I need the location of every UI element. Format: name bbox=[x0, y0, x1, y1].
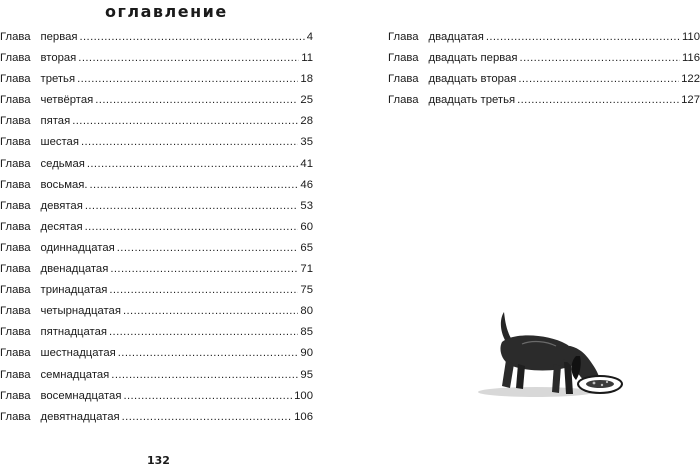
chapter-word: Глава bbox=[0, 305, 31, 318]
page-number: 100 bbox=[294, 389, 313, 402]
chapter-word: Глава bbox=[0, 31, 31, 43]
dot-leader bbox=[123, 305, 298, 317]
toc-entry[interactable] bbox=[0, 158, 313, 179]
dot-leader bbox=[118, 347, 299, 359]
page-number: 65 bbox=[300, 241, 313, 254]
dot-leader bbox=[520, 52, 680, 64]
chapter-name: девятая bbox=[40, 199, 83, 212]
page-number: 116 bbox=[681, 52, 700, 65]
dachshund-eating-icon bbox=[466, 300, 626, 425]
toc-left-column bbox=[0, 31, 313, 432]
chapter-word: Глава bbox=[388, 73, 419, 86]
chapter-name: пятая bbox=[40, 115, 71, 128]
toc-entry[interactable] bbox=[388, 52, 700, 73]
page-number: 85 bbox=[300, 326, 313, 339]
dot-leader bbox=[77, 73, 298, 85]
toc-entry[interactable] bbox=[0, 115, 313, 136]
dot-leader bbox=[78, 52, 299, 64]
dot-leader bbox=[90, 179, 299, 191]
toc-entry[interactable] bbox=[0, 179, 313, 200]
dot-leader bbox=[72, 115, 298, 127]
chapter-word: Глава bbox=[0, 347, 31, 360]
chapter-word: Глава bbox=[388, 94, 419, 107]
chapter-name: двенадцатая bbox=[40, 263, 109, 276]
chapter-word: Глава bbox=[0, 52, 31, 65]
toc-entry[interactable] bbox=[0, 136, 313, 157]
chapter-name: двадцать первая bbox=[428, 52, 518, 65]
page-number: 127 bbox=[681, 94, 700, 107]
toc-entry[interactable] bbox=[0, 200, 313, 221]
page-number: 25 bbox=[300, 94, 313, 107]
toc-entry[interactable] bbox=[0, 242, 313, 263]
chapter-word: Глава bbox=[0, 178, 31, 191]
toc-entry[interactable] bbox=[0, 369, 313, 390]
chapter-name: двадцатая bbox=[428, 31, 484, 43]
dot-leader bbox=[95, 94, 298, 106]
chapter-word: Глава bbox=[0, 410, 31, 423]
dot-leader bbox=[122, 411, 293, 423]
chapter-name: двадцать третья bbox=[428, 94, 516, 107]
toc-right-column bbox=[388, 31, 700, 115]
dot-leader bbox=[87, 158, 299, 170]
dot-leader bbox=[110, 263, 298, 275]
chapter-word: Глава bbox=[0, 241, 31, 254]
dot-leader bbox=[79, 31, 304, 43]
chapter-name: шестнадцатая bbox=[40, 347, 116, 360]
chapter-name: одиннадцатая bbox=[40, 241, 115, 254]
page-number: 106 bbox=[294, 410, 313, 423]
chapter-name: десятая bbox=[40, 220, 83, 233]
chapter-word: Глава bbox=[0, 326, 31, 339]
page-number: 75 bbox=[300, 284, 313, 297]
toc-entry[interactable] bbox=[0, 284, 313, 305]
chapter-name: семнадцатая bbox=[40, 368, 110, 381]
chapter-name: четырнадцатая bbox=[40, 305, 121, 318]
page-number: 60 bbox=[300, 220, 313, 233]
toc-entry[interactable] bbox=[0, 94, 313, 115]
chapter-word: Глава bbox=[0, 73, 31, 86]
dot-leader bbox=[486, 31, 680, 43]
toc-entry[interactable] bbox=[0, 390, 313, 411]
chapter-name: двадцать вторая bbox=[428, 73, 517, 86]
page-number: 11 bbox=[301, 52, 313, 65]
page-title: оглавление bbox=[105, 2, 228, 21]
chapter-word: Глава bbox=[0, 136, 31, 149]
dot-leader bbox=[109, 326, 298, 338]
page-number: 35 bbox=[300, 136, 313, 149]
chapter-word: Глава bbox=[0, 368, 31, 381]
toc-entry[interactable] bbox=[388, 94, 700, 115]
chapter-name: седьмая bbox=[40, 157, 85, 170]
chapter-word: Глава bbox=[0, 389, 31, 402]
dot-leader bbox=[111, 369, 298, 381]
toc-entry[interactable] bbox=[0, 221, 313, 242]
chapter-name: девятнадцатая bbox=[40, 410, 120, 423]
chapter-word: Глава bbox=[0, 220, 31, 233]
dot-leader bbox=[117, 242, 299, 254]
toc-entry[interactable] bbox=[0, 305, 313, 326]
page-number: 90 bbox=[300, 347, 313, 360]
dot-leader bbox=[81, 136, 298, 148]
chapter-name: шестая bbox=[40, 136, 79, 149]
chapter-name: четвёртая bbox=[40, 94, 94, 107]
toc-entry[interactable] bbox=[0, 326, 313, 347]
dot-leader bbox=[109, 284, 298, 296]
page-number: 95 bbox=[300, 368, 313, 381]
page-number: 28 bbox=[300, 115, 313, 128]
page-number: 53 bbox=[300, 199, 313, 212]
page-number: 71 bbox=[300, 263, 313, 276]
toc-entry[interactable] bbox=[0, 347, 313, 368]
toc-entry[interactable] bbox=[0, 31, 313, 52]
chapter-name: восемнадцатая bbox=[40, 389, 122, 402]
toc-entry[interactable] bbox=[388, 31, 700, 52]
chapter-name: вторая bbox=[40, 52, 77, 65]
chapter-name: пятнадцатая bbox=[40, 326, 107, 339]
page-number-footer: 132 bbox=[147, 454, 170, 467]
chapter-word: Глава bbox=[388, 31, 419, 43]
page-number: 4 bbox=[306, 31, 313, 43]
toc-entry[interactable] bbox=[0, 411, 313, 432]
dot-leader bbox=[123, 390, 292, 402]
chapter-word: Глава bbox=[0, 94, 31, 107]
page-number: 41 bbox=[300, 157, 313, 170]
chapter-name: первая bbox=[40, 31, 78, 43]
chapter-word: Глава bbox=[0, 263, 31, 276]
page-number: 122 bbox=[681, 73, 700, 86]
dot-leader bbox=[518, 73, 679, 85]
dot-leader bbox=[517, 94, 679, 106]
dot-leader bbox=[85, 221, 299, 233]
chapter-word: Глава bbox=[388, 52, 419, 65]
chapter-word: Глава bbox=[0, 199, 31, 212]
toc-entry[interactable] bbox=[0, 263, 313, 284]
page-number: 110 bbox=[681, 31, 700, 43]
page-number: 80 bbox=[300, 305, 313, 318]
chapter-name: третья bbox=[40, 73, 76, 86]
toc-entry[interactable] bbox=[388, 73, 700, 94]
toc-entry[interactable] bbox=[0, 52, 313, 73]
chapter-word: Глава bbox=[0, 284, 31, 297]
chapter-word: Глава bbox=[0, 115, 31, 128]
chapter-name: восьмая. bbox=[40, 178, 88, 191]
page-number: 18 bbox=[300, 73, 313, 86]
dot-leader bbox=[85, 200, 299, 212]
chapter-word: Глава bbox=[0, 157, 31, 170]
chapter-name: тринадцатая bbox=[40, 284, 108, 297]
page-number: 46 bbox=[300, 178, 313, 191]
toc-entry[interactable] bbox=[0, 73, 313, 94]
